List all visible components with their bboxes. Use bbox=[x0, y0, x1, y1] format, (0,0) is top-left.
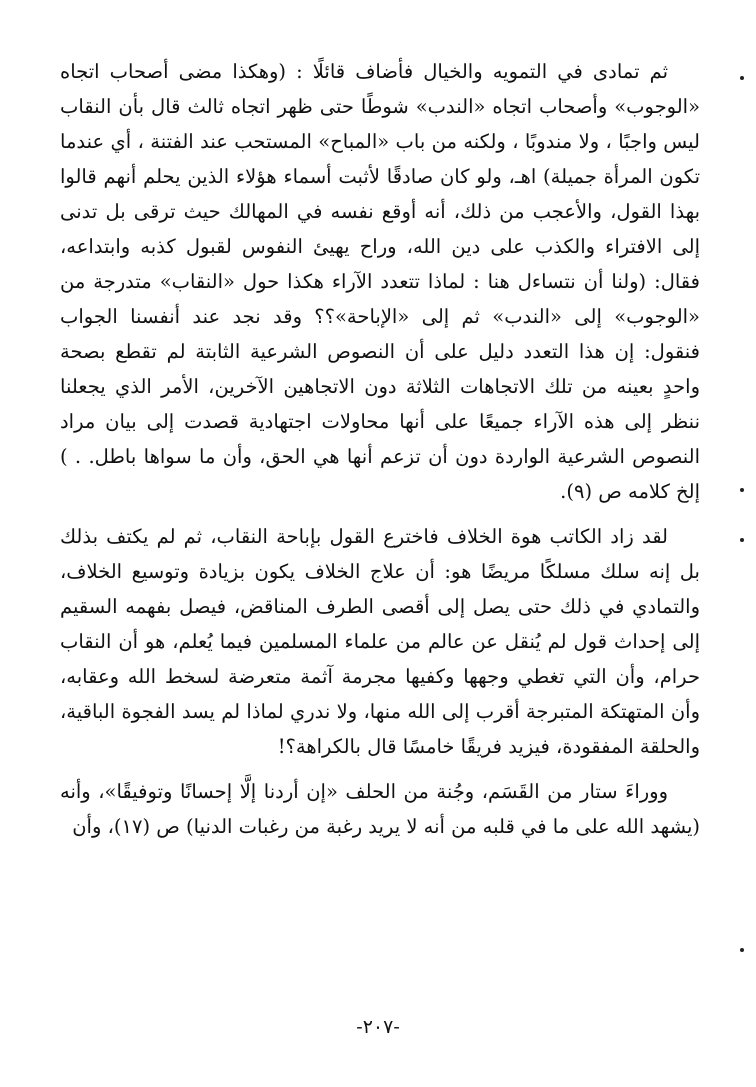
margin-dot bbox=[740, 948, 744, 952]
page-body bbox=[60, 54, 700, 854]
paragraph-3: ووراءَ ستار من القَسَم، وجُنة من الحلف «إن أردنا إلَّا إحسانًا وتوفيقًا»، وأنه (يشهد الله على ما في قلبه من أنه لا يريد رغبة من رغبات الدنيا) ص (١٧)، وأن bbox=[60, 780, 700, 838]
paragraph-1: ثم تمادى في التمويه والخيال فأضاف قائلًا : (وهكذا مضى أصحاب اتجاه «الوجوب» وأصحاب اتجاه «الندب» شوطًا حتى ظهر اتجاه ثالث قال بأن النقاب ليس واجبًا ، ولا مندوبًا ، ولكنه من باب «المباح» المستحب عند الفتنة ، أي عندما تكون المرأة جميلة) اهـ، ولو كان صادقًا لأثبت أسماء هؤلاء الذين يحلم أنهم قالوا بهذا القول، والأعجب من ذلك، أنه أوقع نفسه في المهالك حيث ترقى بل تدنى إلى الافتراء والكذب على دين الله، وراح يهيئ النفوس لقبول كذبه وابتداعه، فقال: (ولنا أن نتساءل هنا : لماذا تتعدد الآراء هكذا حول «النقاب» متدرجة من «الوجوب» إلى «الندب» ثم إلى «الإباحة»؟؟ وقد نجد عند أنفسنا الجواب فنقول: إن هذا التعدد دليل على أن النصوص الشرعية الثابتة لم تقطع بصحة واحدٍ بعينه من تلك الاتجاهات الثلاثة دون الاتجاهين الآخرين، الأمر الذي يجعلنا ننظر إلى هذه الآراء جميعًا على أنها محاولات اجتهادية قصدت إلى بيان مراد النصوص الشرعية الواردة دون أن تزعم أنها هي الحق، وأن ما سواها باطل. . ) إلخ كلامه ص (٩). bbox=[60, 60, 700, 503]
margin-dot bbox=[740, 76, 744, 80]
paragraph-2: لقد زاد الكاتب هوة الخلاف فاخترع القول بإباحة النقاب، ثم لم يكتف بذلك بل إنه سلك مسلكًا مريضًا هو: أن علاج الخلاف يكون بزيادة وتوسيع الخلاف، والتمادي في ذلك حتى يصل إلى أقصى الطرف المناقض، فيصل بفهمه السقيم إلى إحداث قول لم يُنقل عن عالم من علماء المسلمين فيما يُعلم، هو أن النقاب حرام، وأن التي تغطي وجهها وكفيها مجرمة آثمة متعرضة لسخط الله وعقابه، وأن المتهتكة المتبرجة أقرب إلى الله منها، ولا ندري لماذا لم يسد الفجوة الباقية، والحلقة المفقودة، فيزيد فريقًا خامسًا قال بالكراهة؟! bbox=[60, 525, 700, 758]
page-number: -٢٠٧- bbox=[356, 1016, 400, 1038]
margin-dot bbox=[740, 488, 744, 492]
margin-dot bbox=[740, 538, 744, 542]
